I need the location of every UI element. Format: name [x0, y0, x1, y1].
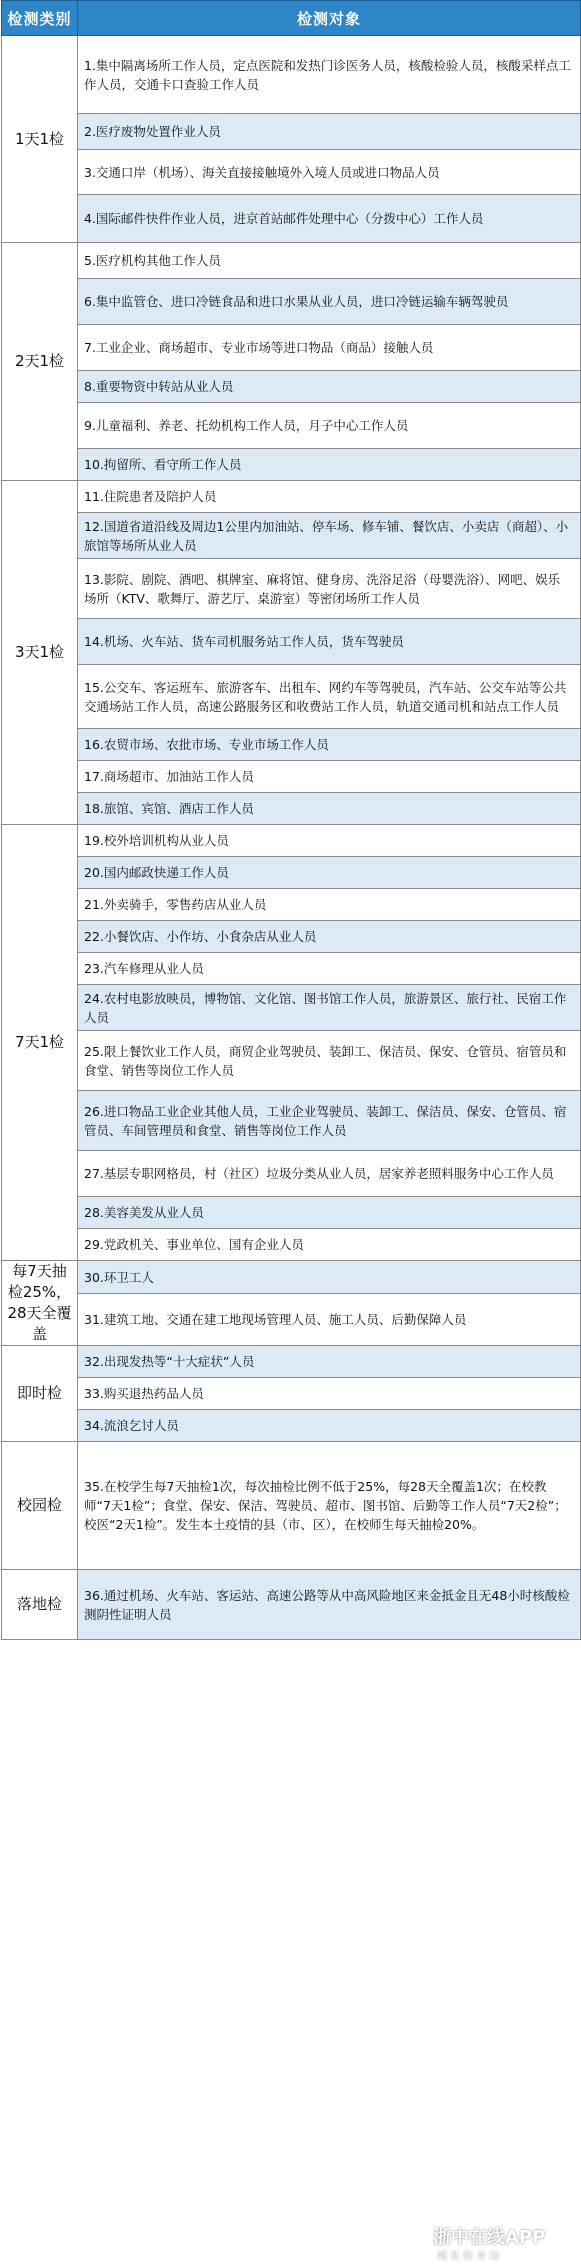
target-cell: 21.外卖骑手，零售药店从业人员: [78, 889, 581, 921]
target-cell: 2.医疗废物处置作业人员: [78, 114, 581, 150]
table-row: [2, 1151, 581, 1197]
table-row: [2, 1031, 581, 1091]
table-row: [2, 1442, 581, 1570]
table-row: [2, 36, 581, 114]
table-row: [2, 889, 581, 921]
target-cell: 26.进口物品工业企业其他人员，工业企业驾驶员、装卸工、保洁员、保安、仓管员、宿管员、车间管理员和食堂、销售等岗位工作人员: [78, 1091, 581, 1151]
category-cell: 7天1检: [2, 825, 78, 1261]
app-watermark: [393, 2223, 579, 2263]
target-cell: 35.在校学生每7天抽检1次，每次抽检比例不低于25%，每28天全覆盖1次；在校教师“7天1检”；食堂、保安、保洁、驾驶员、超市、图书馆、后勤等工作人员“7天2检”；校医“2天1检”。发生本土疫情的县（市、区），在校师生每天抽检20%。: [78, 1442, 581, 1570]
watermark-title: 浙中在线APP: [433, 2227, 546, 2248]
category-cell: 每7天抽检25%，28天全覆盖: [2, 1261, 78, 1346]
target-cell: 36.通过机场、火车站、客运站、高速公路等从中高风险地区来金抵金且无48小时核酸检测阴性证明人员: [78, 1570, 581, 1640]
table-row: [2, 150, 581, 195]
table-header-row: [2, 1, 581, 36]
target-cell: 20.国内邮政快递工作人员: [78, 857, 581, 889]
table-row: [2, 761, 581, 793]
table-row: [2, 1570, 581, 1640]
target-cell: 19.校外培训机构从业人员: [78, 825, 581, 857]
header-category: 检测类别: [2, 1, 78, 36]
target-cell: 34.流浪乞讨人员: [78, 1410, 581, 1442]
table-row: [2, 1346, 581, 1378]
target-cell: 32.出现发热等“十大症状”人员: [78, 1346, 581, 1378]
target-cell: 18.旅馆、宾馆、酒店工作人员: [78, 793, 581, 825]
table-row: [2, 729, 581, 761]
category-cell: 1天1检: [2, 36, 78, 243]
category-cell: 3天1检: [2, 481, 78, 825]
target-cell: 24.农村电影放映员，博物馆、文化馆、图书馆工作人员，旅游景区、旅行社、民宿工作人员: [78, 985, 581, 1031]
category-cell: 即时检: [2, 1346, 78, 1442]
table-row: [2, 1410, 581, 1442]
table-row: [2, 1229, 581, 1261]
table-row: [2, 481, 581, 513]
table-row: [2, 449, 581, 481]
table-row: [2, 243, 581, 279]
target-cell: 6.集中监管仓、进口冷链食品和进口水果从业人员，进口冷链运输车辆驾驶员: [78, 279, 581, 325]
table-row: [2, 371, 581, 403]
category-cell: 校园检: [2, 1442, 78, 1570]
table-row: [2, 921, 581, 953]
target-cell: 8.重要物资中转站从业人员: [78, 371, 581, 403]
header-target: 检测对象: [78, 1, 581, 36]
target-cell: 31.建筑工地、交通在建工地现场管理人员、施工人员、后勤保障人员: [78, 1294, 581, 1346]
category-cell: 2天1检: [2, 243, 78, 481]
table-row: [2, 279, 581, 325]
target-cell: 13.影院、剧院、酒吧、棋牌室、麻将馆、健身房、洗浴足浴（母婴洗浴）、网吧、娱乐场所（KTV、歌舞厅、游艺厅、桌游室）等密闭场所工作人员: [78, 559, 581, 619]
target-cell: 16.农贸市场、农批市场、专业市场工作人员: [78, 729, 581, 761]
target-cell: 10.拘留所、看守所工作人员: [78, 449, 581, 481]
table-row: [2, 1294, 581, 1346]
category-cell: 落地检: [2, 1570, 78, 1640]
app-logo-icon: [393, 2225, 427, 2259]
target-cell: 22.小餐饮店、小作坊、小食杂店从业人员: [78, 921, 581, 953]
target-cell: 12.国道省道沿线及周边1公里内加油站、停车场、修车铺、餐饮店、小卖店（商超）、小旅馆等场所从业人员: [78, 513, 581, 559]
table-row: [2, 1197, 581, 1229]
target-cell: 5.医疗机构其他工作人员: [78, 243, 581, 279]
table-row: [2, 559, 581, 619]
table-row: [2, 793, 581, 825]
watermark-subtitle: 城在你身边: [437, 2251, 502, 2262]
target-cell: 7.工业企业、商场超市、专业市场等进口物品（商品）接触人员: [78, 325, 581, 371]
target-cell: 29.党政机关、事业单位、国有企业人员: [78, 1229, 581, 1261]
target-cell: 9.儿童福利、养老、托幼机构工作人员，月子中心工作人员: [78, 403, 581, 449]
target-cell: 4.国际邮件快件作业人员，进京首站邮件处理中心（分拨中心）工作人员: [78, 195, 581, 243]
target-cell: 27.基层专职网格员，村（社区）垃圾分类从业人员，居家养老照料服务中心工作人员: [78, 1151, 581, 1197]
target-cell: 15.公交车、客运班车、旅游客车、出租车、网约车等驾驶员，汽车站、公交车站等公共交通场站工作人员，高速公路服务区和收费站工作人员，轨道交通司机和站点工作人员: [78, 665, 581, 729]
target-cell: 11.住院患者及陪护人员: [78, 481, 581, 513]
target-cell: 30.环卫工人: [78, 1261, 581, 1294]
table-body: [2, 36, 581, 1640]
target-cell: 23.汽车修理从业人员: [78, 953, 581, 985]
target-cell: 1.集中隔离场所工作人员，定点医院和发热门诊医务人员，核酸检验人员，核酸采样点工作人员，交通卡口查验工作人员: [78, 36, 581, 114]
table-row: [2, 953, 581, 985]
table-row: [2, 325, 581, 371]
target-cell: 28.美容美发从业人员: [78, 1197, 581, 1229]
target-cell: 17.商场超市、加油站工作人员: [78, 761, 581, 793]
table-row: [2, 857, 581, 889]
table-row: [2, 825, 581, 857]
target-cell: 14.机场、火车站、货车司机服务站工作人员，货车驾驶员: [78, 619, 581, 665]
table-row: [2, 985, 581, 1031]
table-row: [2, 665, 581, 729]
target-cell: 33.购买退热药品人员: [78, 1378, 581, 1410]
table-row: [2, 1378, 581, 1410]
testing-table: [1, 0, 581, 1640]
table-row: [2, 1261, 581, 1294]
table-row: [2, 1091, 581, 1151]
table-row: [2, 619, 581, 665]
target-cell: 3.交通口岸（机场）、海关直接接触境外入境人员或进口物品人员: [78, 150, 581, 195]
table-row: [2, 114, 581, 150]
table-row: [2, 513, 581, 559]
target-cell: 25.限上餐饮业工作人员，商贸企业驾驶员、装卸工、保洁员、保安、仓管员、宿管员和食堂、销售等岗位工作人员: [78, 1031, 581, 1091]
table-row: [2, 403, 581, 449]
table-row: [2, 195, 581, 243]
